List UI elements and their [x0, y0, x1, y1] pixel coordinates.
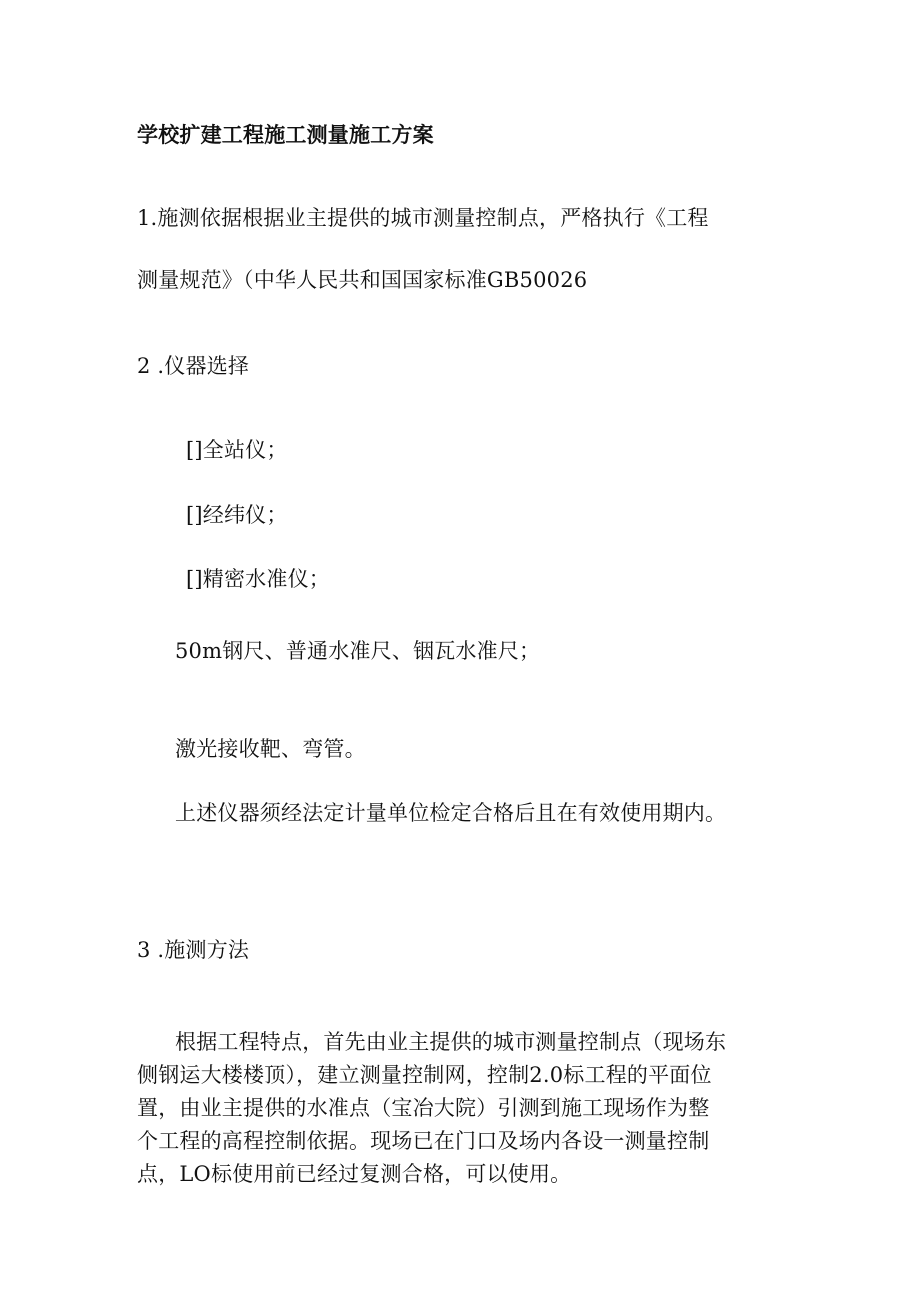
section3-body-line: 点，LO标使用前已经过复测合格，可以使用。	[137, 1162, 572, 1186]
document-title: 学校扩建工程施工测量施工方案	[137, 122, 434, 147]
section1-line1: 1.施测依据根据业主提供的城市测量控制点，严格执行《工程	[137, 206, 709, 230]
section3-body-line: 个工程的高程控制依据。现场已在门口及场内各设一测量控制	[137, 1129, 710, 1153]
instrument-item-laser-target: 激光接收靶、弯管。	[175, 737, 366, 761]
section3-body-line: 侧钢运大楼楼顶），建立测量控制网，控制2.0标工程的平面位	[137, 1063, 712, 1087]
instrument-item-theodolite: []经纬仪；	[186, 503, 288, 527]
instrument-item-precision-level: []精密水准仪；	[186, 567, 330, 591]
instrument-item-total-station: []全站仪；	[186, 438, 288, 462]
section3-heading: 3 .施测方法	[137, 938, 250, 962]
section3-body-line: 置，由业主提供的水准点（宝冶大院）引测到施工现场作为整	[137, 1096, 710, 1120]
section3-body	[137, 1026, 797, 1191]
section2-heading: 2 .仪器选择	[137, 354, 250, 378]
section1-line2: 测量规范》（中华人民共和国国家标准GB50026	[137, 268, 588, 292]
section3-body-line: 根据工程特点，首先由业主提供的城市测量控制点（现场东	[175, 1030, 727, 1054]
instrument-item-rulers: 50m钢尺、普通水准尺、铟瓦水准尺；	[175, 639, 541, 663]
instrument-note: 上述仪器须经法定计量单位检定合格后且在有效使用期内。	[175, 801, 727, 825]
